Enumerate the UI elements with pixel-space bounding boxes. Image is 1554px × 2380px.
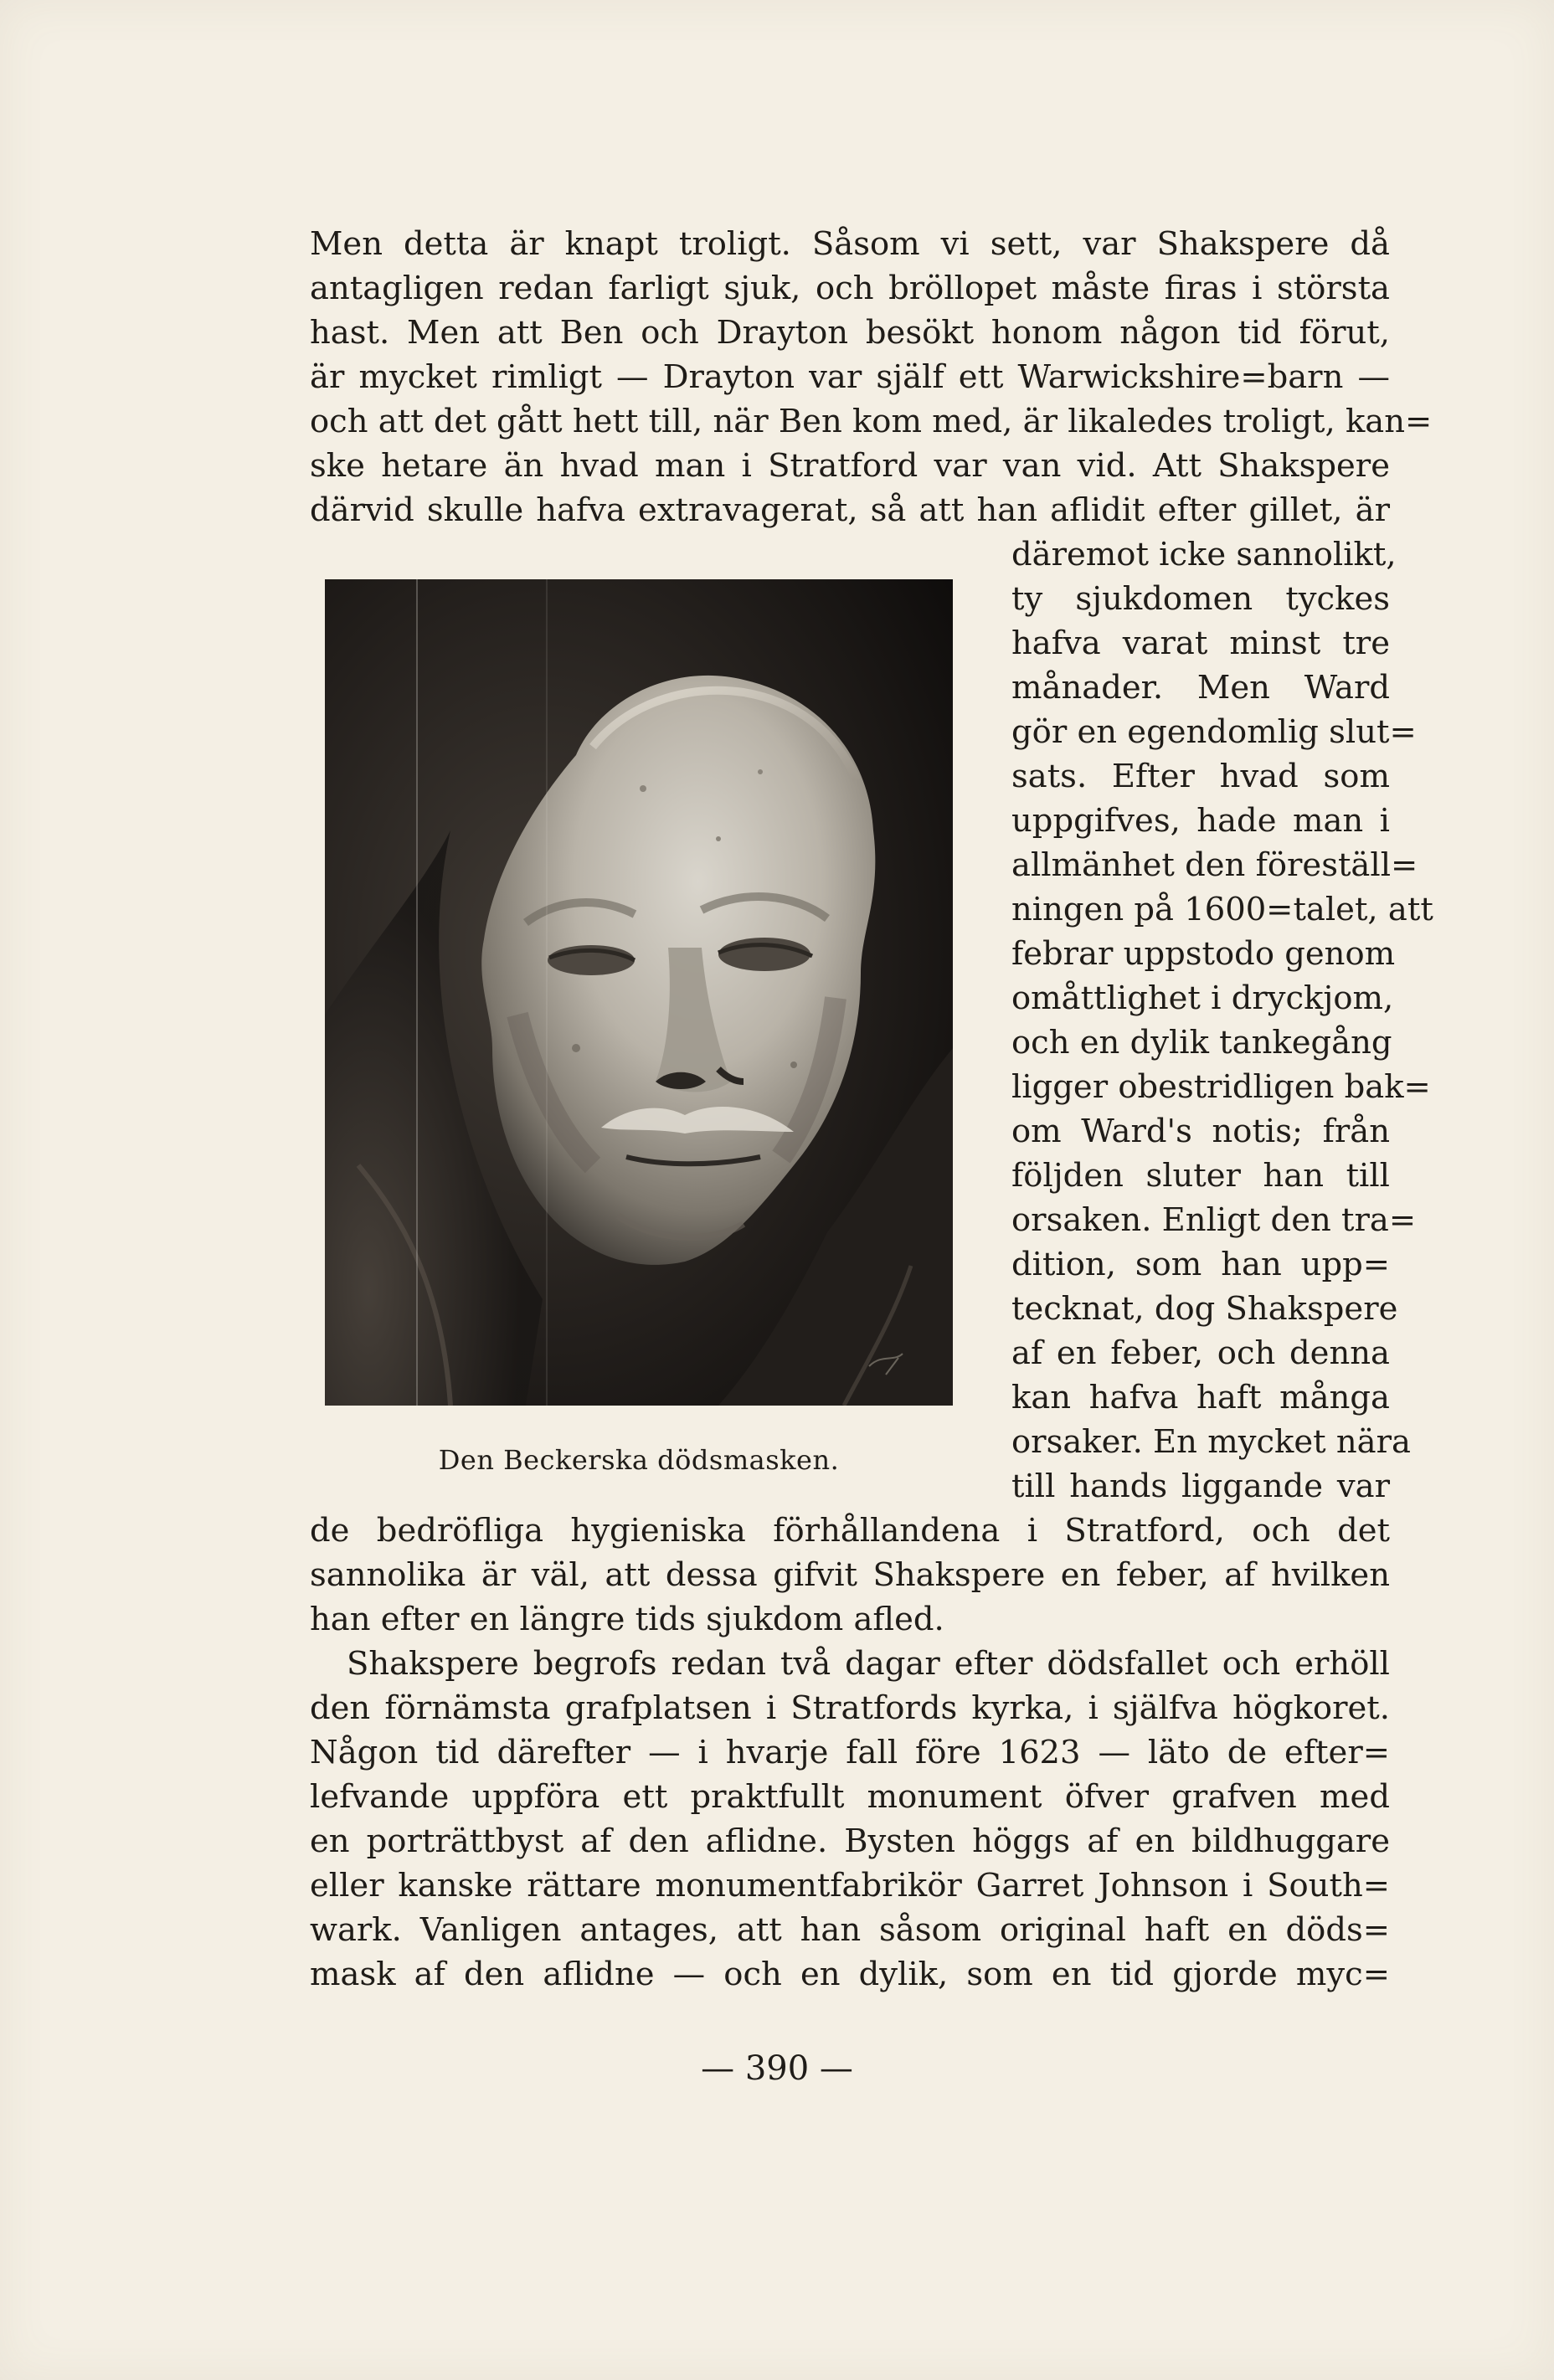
text-line: följden sluter han till	[1011, 1157, 1390, 1195]
text-line: sats. Efter hvad som	[1011, 758, 1390, 795]
text-line: ligger obestridligen bak=	[1011, 1068, 1431, 1106]
text-line: lefvande uppföra ett praktfullt monument öfver grafven med	[310, 1778, 1390, 1816]
text-line: tecknat, dog Shakspere	[1011, 1290, 1398, 1328]
text-line: orsaker. En mycket nära	[1011, 1423, 1411, 1461]
death-mask-image	[325, 579, 953, 1406]
text-line: och att det gått hett till, när Ben kom med, är likaledes troligt, kan=	[310, 403, 1433, 440]
text-line: uppgifves, hade man i	[1011, 802, 1390, 840]
text-line: är mycket rimligt — Drayton var själf ett Warwickshire=barn —	[310, 358, 1390, 396]
text-line: ningen på 1600=talet, att	[1011, 891, 1433, 928]
page-number: — 390 —	[701, 2049, 853, 2088]
text-line: en porträttbyst af den aflidne. Bysten höggs af en bildhuggare	[310, 1822, 1390, 1860]
text-line: därvid skulle hafva extravagerat, så att han aflidit efter gillet, är	[310, 491, 1390, 529]
text-line: han efter en längre tids sjukdom afled.	[310, 1601, 944, 1638]
text-line: wark. Vanligen antages, att han såsom original haft en döds=	[310, 1911, 1390, 1949]
text-line: månader. Men Ward	[1011, 669, 1390, 707]
text-line: hast. Men att Ben och Drayton besökt honom någon tid förut,	[310, 314, 1390, 352]
text-line: ty sjukdomen tyckes	[1011, 580, 1390, 618]
text-line: gör en egendomlig slut=	[1011, 713, 1417, 751]
text-line: omåttlighet i dryckjom,	[1011, 979, 1394, 1017]
text-line: sannolika är väl, att dessa gifvit Shakspere en feber, af hvilken	[310, 1556, 1390, 1594]
text-line: ske hetare än hvad man i Stratford var van vid. Att Shakspere	[310, 447, 1390, 485]
text-line: dition, som han upp=	[1011, 1246, 1390, 1283]
text-line: antagligen redan farligt sjuk, och bröllopet måste firas i största	[310, 270, 1390, 307]
text-line: eller kanske rättare monumentfabrikör Garret Johnson i South=	[310, 1867, 1390, 1905]
text-line: mask af den aflidne — och en dylik, som en tid gjorde myc=	[310, 1956, 1390, 1993]
text-line: Någon tid därefter — i hvarje fall före 1623 — läto de efter=	[310, 1734, 1390, 1771]
text-line: till hands liggande var	[1011, 1468, 1390, 1505]
text-line: af en feber, och denna	[1011, 1334, 1390, 1372]
text-line: Men detta är knapt troligt. Såsom vi sett, var Shakspere då	[310, 225, 1390, 263]
text-line: den förnämsta grafplatsen i Stratfords kyrka, i själfva högkoret.	[310, 1689, 1390, 1727]
text-line: hafva varat minst tre	[1011, 625, 1390, 662]
text-line: febrar uppstodo genom	[1011, 935, 1396, 973]
death-mask-photograph	[325, 579, 953, 1406]
paragraph-first-line: Shakspere begrofs redan två dagar efter dödsfallet och erhöll	[347, 1645, 1390, 1683]
text-line: om Ward's notis; från	[1011, 1113, 1390, 1150]
text-line: de bedröfliga hygieniska förhållandena i Stratford, och det	[310, 1512, 1390, 1550]
text-line: kan hafva haft många	[1011, 1379, 1390, 1416]
text-line: däremot icke sannolikt,	[1011, 536, 1397, 573]
text-line: orsaken. Enligt den tra=	[1011, 1201, 1417, 1239]
figure-caption: Den Beckerska dödsmasken.	[438, 1444, 840, 1476]
text-line: och en dylik tankegång	[1011, 1024, 1392, 1061]
text-line: allmänhet den föreställ=	[1011, 846, 1418, 884]
